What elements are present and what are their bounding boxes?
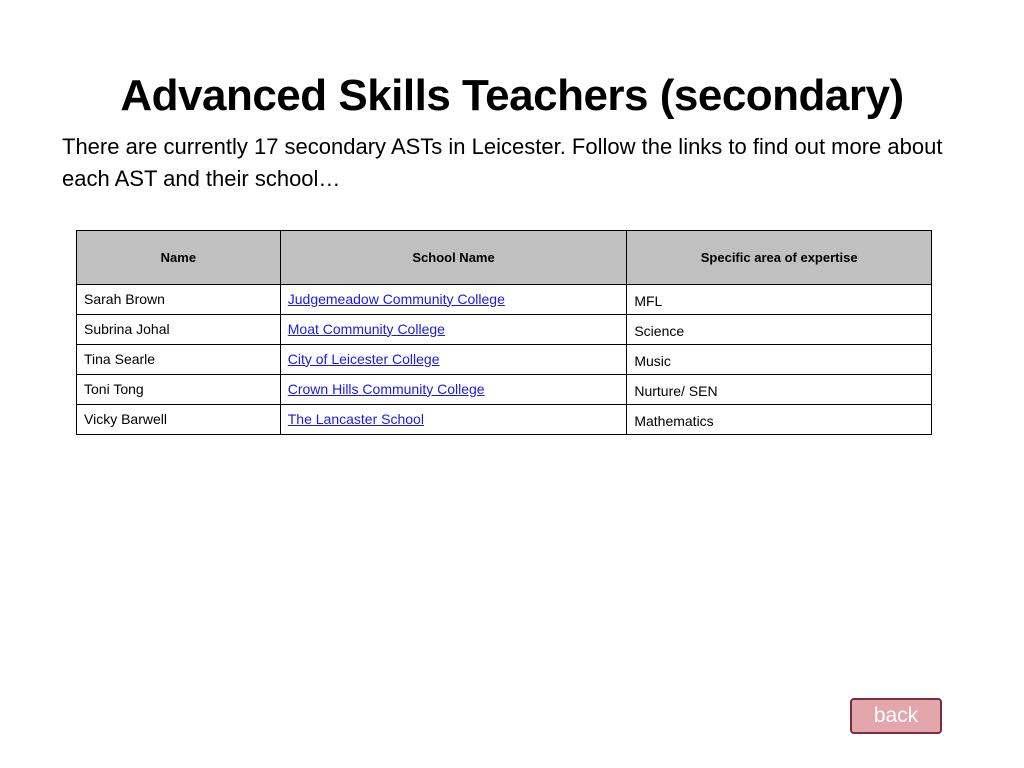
ast-table: [76, 230, 932, 435]
school-cell: [280, 405, 627, 435]
expertise-cell: Music: [627, 345, 932, 375]
column-header-name: Name: [77, 231, 281, 285]
school-cell: [280, 315, 627, 345]
school-cell: [280, 375, 627, 405]
column-header-expertise: Specific area of expertise: [627, 231, 932, 285]
school-cell: [280, 345, 627, 375]
school-link[interactable]: Judgemeadow Community College: [287, 290, 505, 307]
teacher-name: Subrina Johal: [77, 315, 281, 345]
expertise-cell: Nurture/ SEN: [627, 375, 932, 405]
intro-text: There are currently 17 secondary ASTs in Leicester. Follow the links to find out more about each AST and their school…: [62, 134, 943, 191]
table-row: [77, 405, 932, 435]
teacher-name: Toni Tong: [77, 375, 281, 405]
expertise-cell: Mathematics: [627, 405, 932, 435]
expertise-cell: Science: [627, 315, 932, 345]
table-row: [77, 285, 932, 315]
back-button[interactable]: back: [850, 698, 942, 734]
teacher-name: Vicky Barwell: [77, 405, 281, 435]
page-title: Advanced Skills Teachers (secondary): [120, 71, 904, 120]
table-row: [77, 345, 932, 375]
teacher-name: Sarah Brown: [77, 285, 281, 315]
school-link[interactable]: City of Leicester College: [287, 350, 440, 367]
table-header-row: [77, 231, 932, 285]
school-link[interactable]: Crown Hills Community College: [287, 380, 485, 397]
school-cell: [280, 285, 627, 315]
teacher-name: Tina Searle: [77, 345, 281, 375]
expertise-cell: MFL: [627, 285, 932, 315]
column-header-school: School Name: [280, 231, 627, 285]
table-row: [77, 375, 932, 405]
school-link[interactable]: Moat Community College: [287, 320, 445, 337]
table-row: [77, 315, 932, 345]
school-link[interactable]: The Lancaster School: [287, 410, 424, 427]
